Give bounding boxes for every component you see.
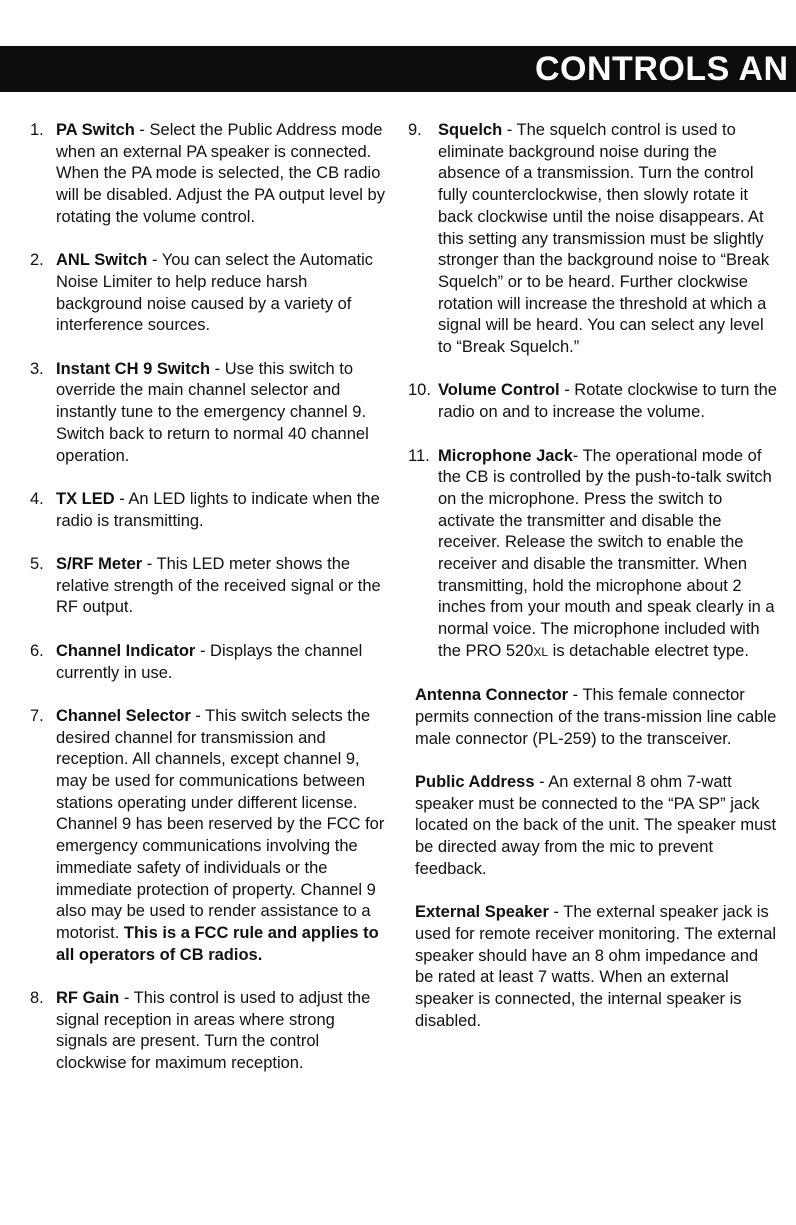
- item-text-after: is detachable electret type.: [548, 641, 749, 660]
- header-bar: [0, 46, 796, 92]
- item-number: 2.: [30, 251, 44, 270]
- item-number: 9.: [408, 121, 422, 139]
- item-number: 11.: [408, 446, 430, 465]
- item-text: - You can select the Automatic Noise Limiter to help reduce harsh background noise caused by a variety of interference sources.: [56, 251, 374, 335]
- list-item-instant-ch9: [30, 359, 385, 468]
- list-item-rf-gain: [30, 988, 385, 1075]
- item-number: 5.: [30, 555, 44, 573]
- item-number: 4.: [30, 489, 44, 508]
- paragraph-external-speaker: [408, 902, 778, 1032]
- page-title: CONTROLS AN: [535, 50, 789, 88]
- para-term: Public Address: [415, 773, 535, 792]
- para-term: Antenna Connector: [415, 686, 569, 705]
- item-number: 10.: [408, 381, 431, 400]
- list-item-srf-meter: [30, 554, 385, 619]
- item-term: Microphone Jack: [438, 446, 573, 465]
- item-term: Volume Control: [438, 381, 560, 400]
- para-term: External Speaker: [415, 903, 549, 922]
- item-number: 7.: [30, 706, 44, 725]
- item-number: 3.: [30, 359, 44, 378]
- right-column: [408, 120, 778, 1054]
- item-text: - This LED meter shows the relative strength of the received signal or the RF output.: [56, 555, 381, 617]
- fcc-rule-note: This is a FCC rule and applies to all operators of CB radios.: [56, 923, 379, 964]
- model-suffix: XL: [533, 644, 549, 659]
- item-term: ANL Switch: [56, 251, 148, 270]
- list-item-pa-switch: [30, 120, 385, 229]
- item-number: 6.: [30, 641, 44, 660]
- para-text: - The external speaker jack is used for remote receiver monitoring. The external speaker should have an 8 ohm impedance and be rated at least 7 watts. When an external speaker is connected, the internal speaker is disabled.: [415, 903, 777, 1030]
- list-item-channel-selector: [30, 706, 385, 966]
- item-text: - This control is used to adjust the signal reception in areas where strong signals are present. Turn the control clockwise for maximum reception.: [56, 989, 371, 1073]
- item-text: - Use this switch to override the main channel selector and instantly tune to the emergency channel 9. Switch back to return to normal 40 channel operation.: [56, 359, 369, 465]
- item-text: - The squelch control is used to eliminate background noise during the absence of a transmission. Turn the control fully counterclockwise, then slowly rotate it back clockwise until the noise disappears. At this setting any transmission must be slightly stronger than the background noise to “Break Squelch” or to be heard. Further clockwise rotation will increase the threshold at which a signal will be heard. You can select any level to “Break Squelch.”: [438, 121, 770, 357]
- item-term: Channel Selector: [56, 706, 191, 725]
- list-item-squelch: [408, 120, 778, 359]
- item-term: PA Switch: [56, 121, 135, 139]
- item-number: 1.: [30, 121, 44, 139]
- item-text: - Rotate clockwise to turn the radio on and to increase the volume.: [438, 381, 777, 422]
- paragraph-antenna-connector: [408, 685, 778, 750]
- list-item-channel-indicator: [30, 641, 385, 684]
- list-item-tx-led: [30, 489, 385, 532]
- list-item-microphone-jack: [408, 446, 778, 664]
- item-number: 8.: [30, 989, 44, 1008]
- item-text: - An LED lights to indicate when the radio is transmitting.: [56, 489, 380, 530]
- paragraph-public-address: [408, 772, 778, 881]
- list-item-volume-control: [408, 380, 778, 423]
- item-term: RF Gain: [56, 989, 120, 1008]
- item-term: TX LED: [56, 489, 115, 508]
- item-text: - The operational mode of the CB is controlled by the push-to-talk switch on the microphone. Press the switch to activate the transmitter and disable the receiver. Release the switch to enable the receiver and disable the transmitter. When transmitting, hold the microphone about 2 inches from your mouth and speak clearly in a normal voice. The microphone included with the PRO 520: [438, 446, 775, 660]
- para-text: - This female connector permits connection of the trans-mission line cable male connector (PL-259) to the transceiver.: [415, 686, 777, 748]
- left-column: [30, 120, 385, 1097]
- item-text: - Displays the channel currently in use.: [56, 641, 363, 682]
- item-term: Channel Indicator: [56, 641, 196, 660]
- para-text: - An external 8 ohm 7-watt speaker must be connected to the “PA SP” jack located on the back of the unit. The speaker must be directed away from the mic to prevent feedback.: [415, 773, 777, 878]
- item-text: - This switch selects the desired channel for transmission and reception. All channels, except channel 9, may be used for communications between stations operating under different license. Channel 9 has been reserved by the FCC for emergency communications involving the immediate safety of individuals or the immediate protection of property. Channel 9 also may be used to render assistance to a motorist.: [56, 706, 385, 942]
- item-text: - Select the Public Address mode when an external PA speaker is connected. When the PA mode is selected, the CB radio will be disabled. Adjust the PA output level by rotating the volume control.: [56, 121, 385, 226]
- item-term: Instant CH 9 Switch: [56, 359, 211, 378]
- list-item-anl-switch: [30, 250, 385, 337]
- item-term: Squelch: [438, 121, 503, 139]
- item-term: S/RF Meter: [56, 555, 143, 573]
